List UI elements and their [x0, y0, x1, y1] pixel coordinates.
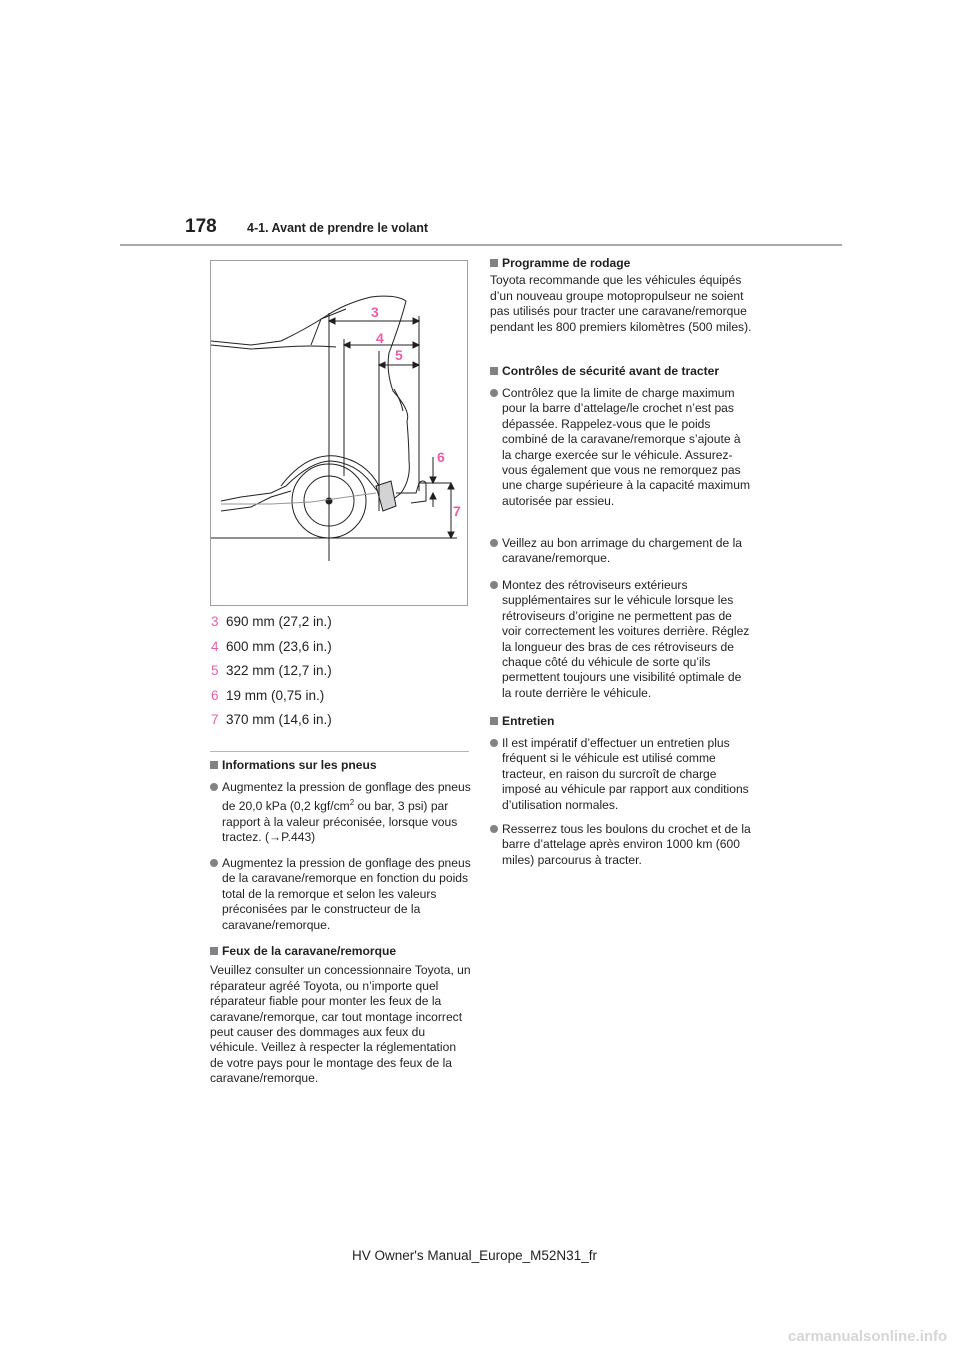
- checks-heading: Contrôles de sécurité avant de tracter: [490, 364, 752, 379]
- dimension-item: [211, 614, 469, 639]
- lights-heading: Feux de la caravane/remorque: [210, 944, 472, 959]
- dimension-item: [211, 688, 469, 713]
- checks-bullet-1-text: Contrôlez que la limite de charge maximum pour la barre d’attelage/le crochet n’est pas dépassée. Rappelez-vous que le poids combiné de la caravane/remorque s’ajoute à la charge exercée sur le véhicule. Assurez-vous également que vous ne remorquez pas une charge supérieure à la capacité maximum autorisée par essieu.: [490, 386, 752, 509]
- dimension-number: 4: [211, 638, 219, 654]
- breakin-section: [490, 256, 752, 335]
- hitch-dimensions-figure: [210, 260, 468, 606]
- tires-bullet-1-superscript: 2: [349, 798, 355, 808]
- dimension-value: 370 mm (14,6 in.): [226, 712, 332, 727]
- tires-bullet-2-text: Augmentez la pression de gonflage des pneus de la caravane/remorque en fonction du poids total de la remorque et selon les valeurs préconisées par le constructeur de la caravane/remorque.: [210, 856, 472, 933]
- dimension-value: 690 mm (27,2 in.): [226, 614, 332, 629]
- figure-label-3: 3: [371, 304, 379, 320]
- checks-bullet-1: [490, 386, 752, 509]
- checks-bullet-2: [490, 536, 752, 567]
- page-number: 178: [185, 216, 217, 237]
- checks-section: [490, 364, 752, 379]
- figure-label-5: 5: [395, 347, 403, 363]
- car-rear-illustration: [211, 261, 467, 605]
- lights-section: [210, 944, 472, 1087]
- checks-bullet-2-text: Veillez au bon arrimage du chargement de la caravane/remorque.: [490, 536, 752, 567]
- tires-bullet-1: [210, 780, 472, 846]
- tires-bullet-1-text-end: ou bar, 3 psi) par rapport à la valeur préconisée, lorsque vous tractez. (→P.443): [222, 799, 458, 845]
- dimension-value: 19 mm (0,75 in.): [226, 687, 325, 703]
- maintenance-section: [490, 714, 752, 729]
- wheel-arch: [281, 456, 379, 486]
- tires-bullet-2: [210, 856, 472, 933]
- dimension-value: 600 mm (23,6 in.): [226, 638, 332, 654]
- dimension-item: [211, 663, 469, 688]
- dimension-item: [211, 639, 469, 664]
- figure-label-6: 6: [437, 449, 445, 465]
- underbody-rail: [221, 491, 291, 511]
- dimension-item: [211, 712, 469, 737]
- car-body-outline: [211, 296, 409, 501]
- beltline: [211, 345, 336, 349]
- tires-heading: Informations sur les pneus: [210, 758, 472, 773]
- manual-footer: HV Owner's Manual_Europe_M52N31_fr: [352, 1248, 597, 1263]
- section-title: 4-1. Avant de prendre le volant: [247, 221, 429, 235]
- checks-bullet-3-text: Montez des rétroviseurs extérieurs supplémentaires sur le véhicule lorsque les rétroviseurs d’origine ne permettent pas de voir correctement les voitures derrière. Réglez la longueur des bras de ces rétroviseurs de chaque côté du véhicule de sorte qu’ils permettent toujours une visibilité optimale de la route derrière le véhicule.: [490, 578, 752, 701]
- tires-bullet-1-text: Augmentez la pression de gonflage des pneus de 20,0 kPa (0,2 kgf/cm: [222, 780, 471, 814]
- maintenance-bullet-2-text: Resserrez tous les boulons du crochet et de la barre d’attelage après environ 1000 km (600 miles) parcourus à tracter.: [490, 822, 752, 868]
- dimension-value: 322 mm (12,7 in.): [226, 663, 332, 678]
- maintenance-bullet-1-text: Il est impératif d’effectuer un entretien plus fréquent si le véhicule est utilisé comme tracteur, en raison du surcroît de charge imposé au véhicule par rapport aux conditions d’utilisation normales.: [490, 736, 752, 813]
- tail-light: [394, 389, 403, 411]
- maintenance-heading: Entretien: [490, 714, 752, 729]
- tires-section: [210, 758, 472, 773]
- figure-label-7: 7: [453, 503, 461, 519]
- dimension-number: 6: [211, 687, 219, 703]
- figure-label-4: 4: [376, 330, 384, 346]
- breakin-heading: Programme de rodage: [490, 256, 752, 271]
- lights-text: Veuillez consulter un concessionnaire Toyota, un réparateur agréé Toyota, ou n’importe quel réparateur fiable pour monter les feux de la caravane/remorque, car tout montage incorrect peut causer des dommages aux feux du véhicule. Veillez à respecter la réglementation de votre pays pour le montage des feux de la caravane/remorque.: [210, 963, 471, 1086]
- header-rule: [120, 244, 842, 246]
- site-watermark: carmanualsonline.info: [788, 1328, 948, 1345]
- checks-bullet-3: [490, 578, 752, 701]
- breakin-text: Toyota recommande que les véhicules équipés d’un nouveau groupe motopropulseur ne soient pas utilisés pour tracter une caravane/remorque pendant les 800 premiers kilomètres (500 miles).: [490, 273, 752, 334]
- maintenance-bullet-2: [490, 822, 752, 868]
- dimension-number: 7: [211, 712, 219, 727]
- tow-hook: [396, 481, 426, 503]
- dimension-list: [211, 614, 469, 737]
- section-divider: [210, 751, 469, 752]
- dimension-number: 5: [211, 663, 219, 678]
- dimension-number: 3: [211, 614, 219, 629]
- maintenance-bullet-1: [490, 736, 752, 813]
